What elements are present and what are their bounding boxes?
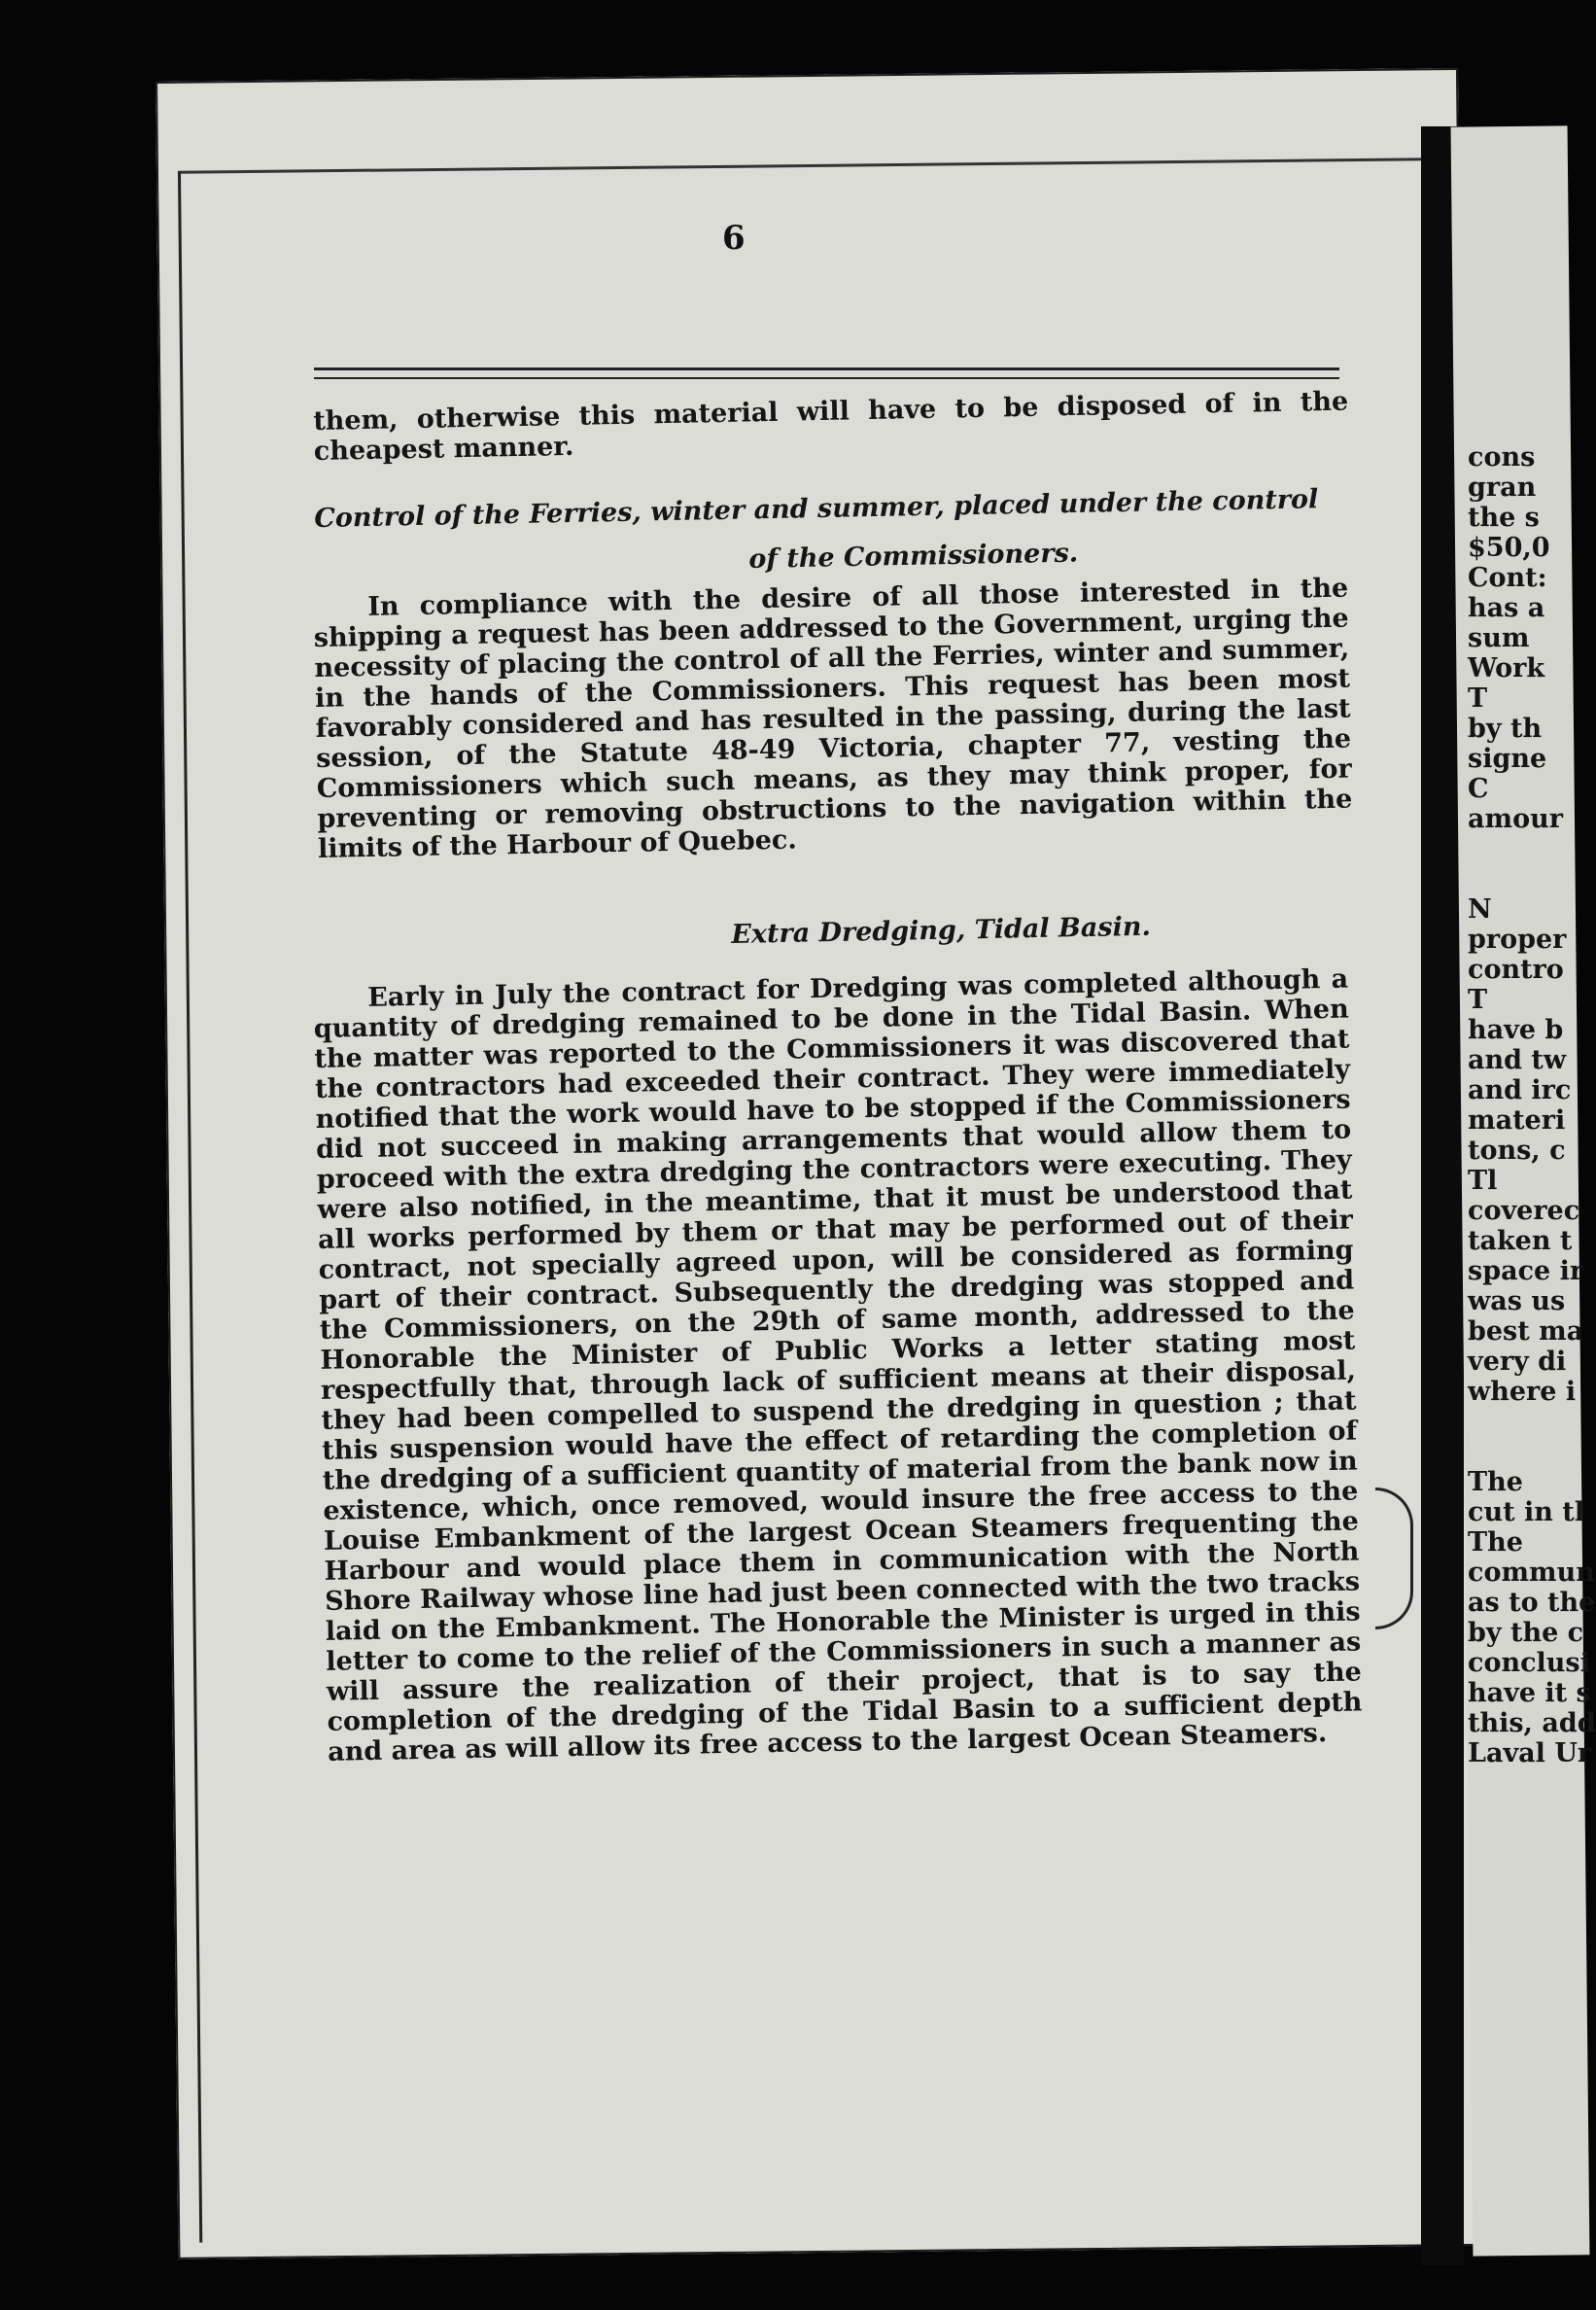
section-heading-ferries-line1: Control of the Ferries, winter and summer, placed under the control	[314, 484, 1319, 534]
adjacent-fragment: contro	[1468, 955, 1564, 985]
adjacent-fragment: tons, c	[1468, 1136, 1566, 1166]
adjacent-fragment: Cont:	[1468, 563, 1547, 593]
header-rule-thin	[314, 377, 1339, 379]
adjacent-fragment: very di	[1468, 1347, 1567, 1377]
adjacent-fragment: Tl	[1468, 1166, 1498, 1196]
adjacent-fragment: materi	[1468, 1105, 1566, 1136]
header-rule	[314, 368, 1339, 370]
adjacent-fragment: and tw	[1468, 1045, 1567, 1075]
adjacent-fragment: cut in tl	[1468, 1497, 1584, 1527]
adjacent-fragment: as to the	[1468, 1588, 1596, 1618]
adjacent-fragment: T	[1468, 683, 1488, 714]
adjacent-fragment: cons	[1468, 442, 1536, 472]
adjacent-fragment: conclusi	[1468, 1648, 1590, 1678]
section-heading-dredging: Extra Dredging, Tidal Basin.	[731, 911, 1152, 950]
adjacent-fragment: has a	[1468, 593, 1545, 623]
adjacent-fragment: gran	[1468, 472, 1537, 503]
adjacent-fragment: C	[1468, 774, 1489, 804]
adjacent-fragment: The	[1468, 1467, 1523, 1497]
adjacent-fragment: this, add	[1468, 1708, 1596, 1738]
adjacent-fragment: the s	[1468, 503, 1540, 533]
adjacent-page-text	[1468, 442, 1596, 1768]
adjacent-fragment: amour	[1468, 804, 1563, 834]
adjacent-fragment: best ma	[1468, 1316, 1584, 1347]
adjacent-fragment: N	[1468, 894, 1492, 925]
adjacent-fragment: $50,0	[1468, 533, 1550, 563]
adjacent-fragment: taken t	[1468, 1226, 1573, 1256]
adjacent-fragment: space ir	[1468, 1256, 1584, 1286]
adjacent-fragment: sum	[1468, 623, 1530, 653]
adjacent-fragment: by the c	[1468, 1618, 1584, 1648]
adjacent-fragment: Work	[1468, 653, 1545, 683]
continuation-paragraph: them, otherwise this material will have to be disposed of in the cheapest manner.	[313, 386, 1349, 467]
adjacent-fragment: T	[1468, 985, 1488, 1015]
adjacent-fragment: Laval Ur	[1468, 1738, 1592, 1768]
ferries-paragraph: In compliance with the desire of all those interested in the shipping a request has been addressed to the Government, urging the necessity of placing the control of all the Ferries, winter and summer, in the hands of the Commissioners. This request has been most favorably considered and has resulted in the passing, during the last session, of the Statute 48-49 Victoria, chapter 77, vesting the Commissioners which such means, as they may think proper, for preventing or removing obstructions to the navigation within the limits of the Harbour of Quebec.	[313, 573, 1353, 864]
page-number: 6	[722, 219, 746, 258]
adjacent-fragment: where i	[1468, 1377, 1577, 1407]
dredging-paragraph: Early in July the contract for Dredging was completed although a quantity of dredging remained to be done in the Tidal Basin. When the matter was reported to the Commissioners it was discovered that the contractors had exceeded their contract. They were immediately notified that the work would have to be stopped if the Commissioners did not succeed in making arrangements that would allow them to proceed with the extra dredging the contractors were executing. They were also notified, in the meantime, that it must be understood that all works performed by them or that may be performed out of their contract, not specially agreed upon, will be considered as forming part of their contract. Subsequently the dredging was stopped and the Commissioners, on the 29th of same month, addressed to the Honorable the Minister of Public Works a letter stating most respectfully that, through lack of sufficient means at their disposal, they had been compelled to suspend the dredging in question ; that this suspension would have the effect of retarding the completion of the dredging of a sufficient quantity of material from the bank now in existence, which, once removed, would insure the free access to the Louise Embankment of the largest Ocean Steamers frequenting the Harbour and would place them in communication with the North Shore Railway whose line had just been connected with the two tracks laid on the Embankment. The Honorable the Minister is urged in this letter to come to the relief of the Commissioners in such a manner as will assure the realization of their project, that is to say the completion of the dredging of the Tidal Basin to a sufficient depth and area as will allow its free access to the largest Ocean Steamers.	[313, 963, 1363, 1768]
handwritten-margin-bracket	[1375, 1488, 1413, 1629]
adjacent-fragment: signe	[1468, 744, 1547, 774]
adjacent-fragment: have b	[1468, 1015, 1564, 1045]
adjacent-fragment: by th	[1468, 714, 1543, 744]
adjacent-fragment: have it s	[1468, 1678, 1591, 1708]
adjacent-fragment: The	[1468, 1527, 1523, 1558]
adjacent-fragment: proper	[1468, 925, 1567, 955]
adjacent-fragment: and irc	[1468, 1075, 1572, 1105]
adjacent-fragment: commun	[1468, 1558, 1595, 1588]
adjacent-fragment: was us	[1468, 1286, 1566, 1316]
section-heading-ferries-line2: of the Commissioners.	[748, 538, 1079, 575]
adjacent-fragment: coverec	[1468, 1196, 1580, 1226]
